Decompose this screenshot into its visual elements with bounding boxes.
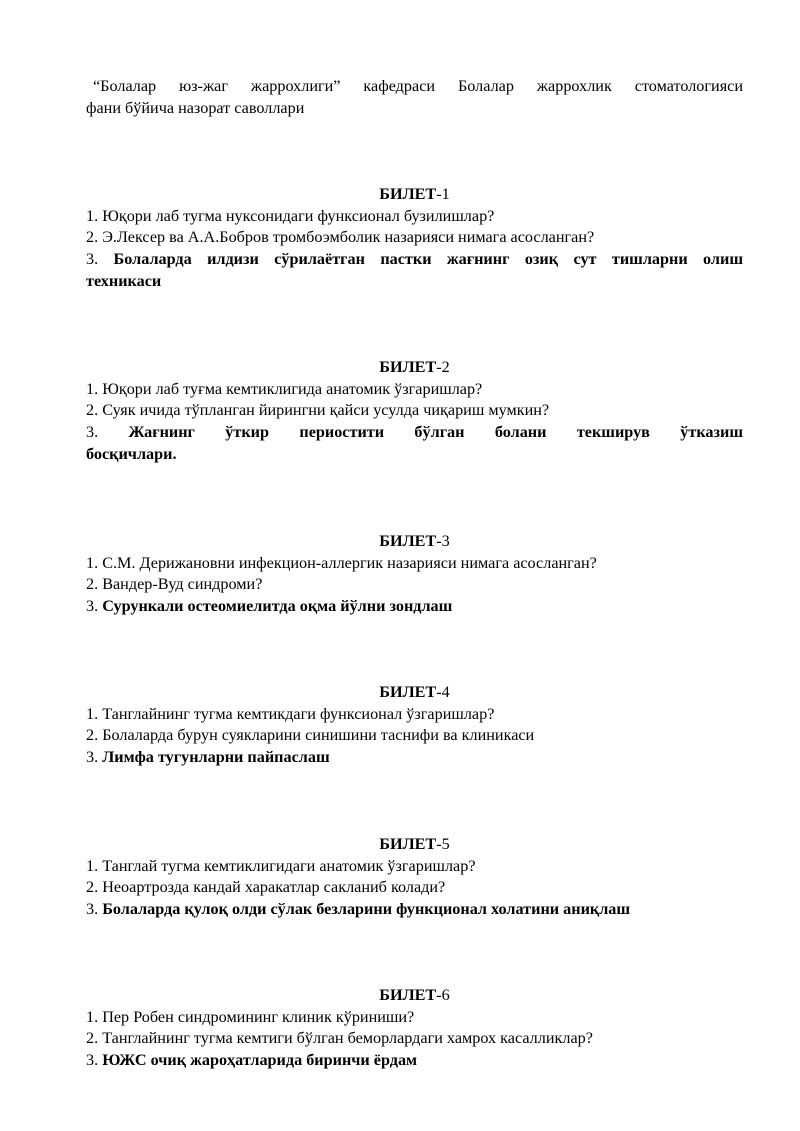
question-1: 1. Юқори лаб тугма нуксонидаги функсионал бузилишлар? — [86, 206, 495, 225]
question-3-text-line-1: Жағнинг ўткир периостити бўлган болани текширув ўтказиш — [128, 423, 744, 442]
ticket-title — [86, 184, 743, 206]
ticket-number: -4 — [436, 683, 450, 701]
ticket-1 — [86, 184, 743, 293]
question-2: 2. Болаларда бурун суякларини синишини таснифи ва клиникаси — [86, 726, 535, 745]
question-3-number: 3. — [86, 423, 129, 442]
ticket-word: БИЛЕТ — [379, 185, 437, 203]
question-1: 1. Пер Робен синдромининг клиник кўриниши? — [86, 1007, 415, 1026]
ticket-number: -3 — [436, 532, 450, 550]
question-3 — [86, 249, 743, 292]
question-3 — [86, 747, 743, 769]
question-1: 1. Юқори лаб туғма кемтиклигида анатомик ўзгаришлар? — [86, 379, 483, 398]
ticket-2 — [86, 357, 743, 466]
question-3-number: 3. — [86, 900, 103, 919]
ticket-number: -2 — [436, 358, 450, 376]
question-3-text: ЮЖС очиқ жароҳатларида биринчи ёрдам — [102, 1051, 418, 1070]
ticket-title — [86, 357, 743, 379]
question-3-text: Болаларда қулоқ олди сўлак безларини функционал холатини аниқлаш — [102, 900, 631, 919]
question-3 — [86, 1050, 743, 1072]
ticket-word: БИЛЕТ — [379, 532, 437, 550]
ticket-word: БИЛЕТ — [379, 358, 437, 376]
ticket-word: БИЛЕТ — [379, 683, 437, 701]
ticket-number: -5 — [436, 835, 450, 853]
question-3-text-line-2: босқичлари. — [86, 444, 177, 463]
ticket-number: -6 — [436, 986, 450, 1004]
question-3-text: Лимфа тугунларни пайпаслаш — [102, 748, 330, 767]
question-2: 2. Вандер-Вуд синдроми? — [86, 575, 263, 594]
ticket-title — [86, 531, 743, 553]
ticket-4 — [86, 682, 743, 769]
ticket-3 — [86, 531, 743, 618]
question-3 — [86, 899, 743, 921]
question-3-number: 3. — [86, 250, 114, 269]
question-3-number: 3. — [86, 597, 103, 616]
question-3-number: 3. — [86, 748, 103, 767]
ticket-title — [86, 834, 743, 856]
document-header — [86, 76, 743, 119]
ticket-word: БИЛЕТ — [379, 986, 437, 1004]
question-2: 2. Э.Лексер ва А.А.Бобров тромбоэмболик назарияси нимага асосланган? — [86, 228, 595, 247]
ticket-title — [86, 985, 743, 1007]
ticket-5 — [86, 834, 743, 921]
ticket-title — [86, 682, 743, 704]
question-3-text-line-1: Болаларда илдизи сўрилаётган пастки жағнинг озиқ сут тишларни олиш — [113, 250, 744, 269]
question-3-number: 3. — [86, 1051, 103, 1070]
question-3 — [86, 422, 743, 465]
question-1: 1. С.М. Дерижановни инфекцион-аллергик назарияси нимага асосланган? — [86, 553, 597, 572]
question-2: 2. Суяк ичида тўпланган йирингни қайси усулда чиқариш мумкин? — [86, 401, 550, 420]
question-3 — [86, 596, 743, 618]
ticket-word: БИЛЕТ — [379, 835, 437, 853]
question-2: 2. Неоартрозда кандай харакатлар сакланиб колади? — [86, 878, 446, 897]
question-3-text-line-2: техникаси — [86, 271, 162, 290]
ticket-number: -1 — [436, 185, 450, 203]
ticket-6 — [86, 985, 743, 1072]
header-line-2: фани бўйича назорат саволлари — [86, 98, 305, 117]
question-3-text: Сурункали остеомиелитда оқма йўлни зондлаш — [102, 597, 453, 616]
question-1: 1. Танглай тугма кемтиклигидаги анатомик ўзгаришлар? — [86, 856, 476, 875]
header-line-1: “Болалар юз-жаг жаррохлиги” кафедраси Болалар жаррохлик стоматологияси — [93, 77, 743, 95]
question-1: 1. Танглайнинг тугма кемтикдаги функсионал ўзгаришлар? — [86, 704, 495, 723]
question-2: 2. Танглайнинг тугма кемтиги бўлган беморлардаги хамрох касалликлар? — [86, 1029, 593, 1048]
